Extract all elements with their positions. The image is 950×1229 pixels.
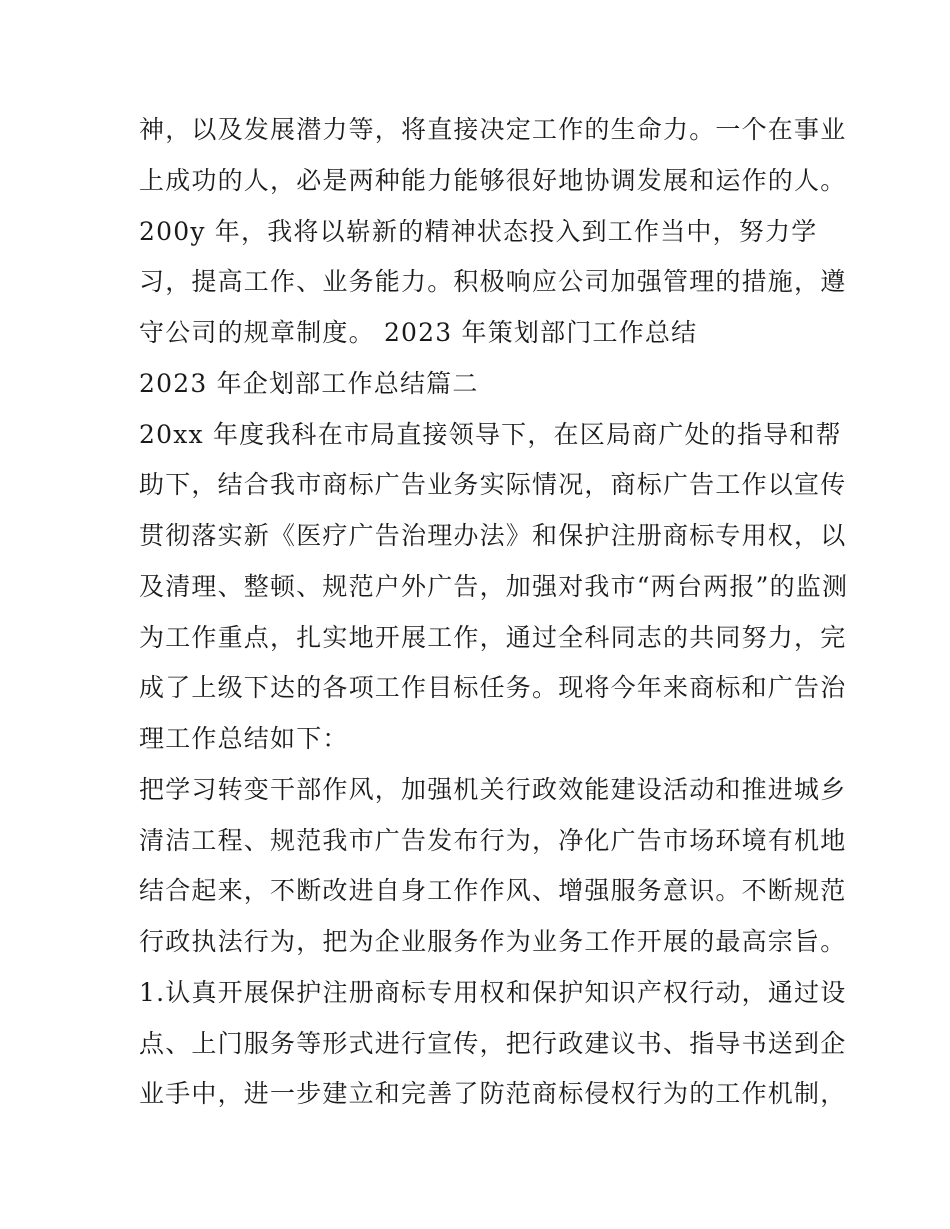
- text-line: 为工作重点，扎实地开展工作，通过全科同志的共同努力，完: [139, 623, 847, 652]
- text-line: 贯彻落实新《医疗广告治理办法》和保护注册商标专用权，以: [139, 521, 847, 550]
- text-line: 清洁工程、规范我市广告发布行为，净化广告市场环境有机地: [139, 826, 847, 855]
- text-line: 成了上级下达的各项工作目标任务。现将今年来商标和广告治: [139, 673, 847, 702]
- text-line: 20xx 年度我科在市局直接领导下，在区局商广处的指导和帮: [139, 420, 842, 449]
- text-line: 200y 年，我将以崭新的精神状态投入到工作当中，努力学: [139, 217, 818, 246]
- text-line: 点、上门服务等形式进行宣传，把行政建议书、指导书送到企: [139, 1029, 847, 1058]
- text-line: 理工作总结如下：: [139, 724, 349, 753]
- text-line: 结合起来，不断改进自身工作作风、增强服务意识。不断规范: [139, 876, 847, 905]
- text-line: 行政执法行为，把为企业服务作为业务工作开展的最高宗旨。: [139, 927, 847, 956]
- text-line: 业手中，进一步建立和完善了防范商标侵权行为的工作机制，: [139, 1079, 847, 1108]
- text-line: 把学习转变干部作风，加强机关行政效能建设活动和推进城乡: [139, 775, 847, 804]
- text-line: 及清理、整顿、规范户外广告，加强对我市“两台两报”的监测: [139, 572, 849, 601]
- text-line: 助下，结合我市商标广告业务实际情况，商标广告工作以宣传: [139, 470, 847, 499]
- text-line: 神，以及发展潜力等，将直接决定工作的生命力。一个在事业: [139, 115, 847, 144]
- text-line: 守公司的规章制度。 2023 年策划部门工作总结: [139, 318, 698, 347]
- text-line: 习，提高工作、业务能力。积极响应公司加强管理的措施，遵: [139, 267, 847, 296]
- text-line: 1.认真开展保护注册商标专用权和保护知识产权行动，通过设: [139, 978, 847, 1007]
- section-heading: 2023 年企划部工作总结篇二: [139, 369, 479, 398]
- text-line: 上成功的人，必是两种能力能够很好地协调发展和运作的人。: [139, 166, 847, 195]
